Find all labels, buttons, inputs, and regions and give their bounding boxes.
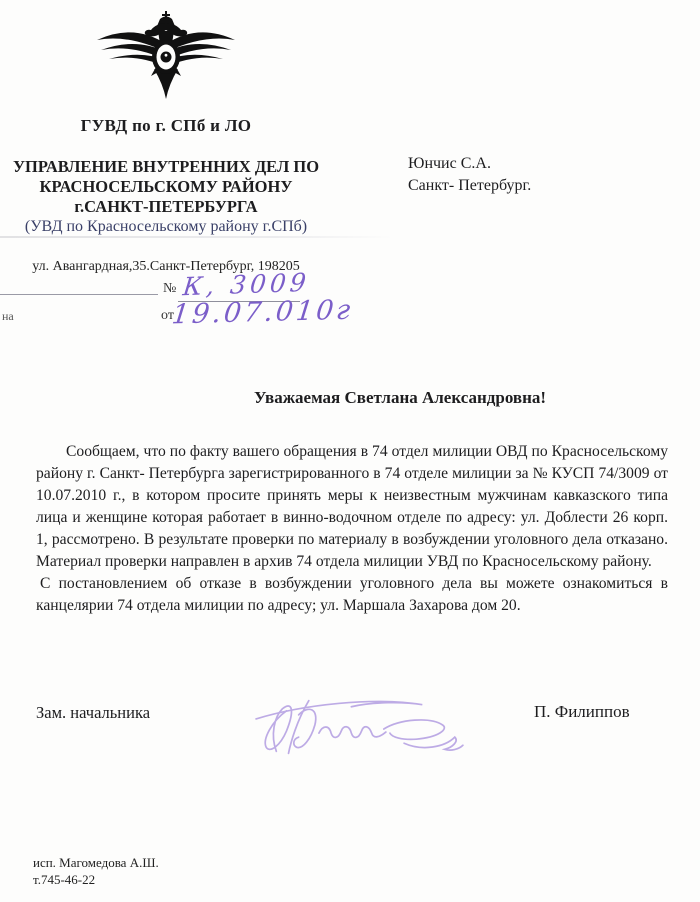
salutation: Уважаемая Светлана Александровна! [253, 388, 547, 407]
body-paragraph-2: С постановлением об отказе в возбуждении уголовного дела вы можете ознакомиться в канцелярии 74 отдела милиции по адресу; ул. Маршала Захарова дом 20. [36, 575, 668, 614]
org-short-name: (УВД по Красносельскому району г.СПб) [24, 218, 308, 235]
date-label: от [161, 308, 174, 323]
org-name [0, 157, 332, 217]
body-paragraph-1: Сообщаем, что по факту вашего обращения в 74 отдел милиции ОВД по Красносельскому району г. Санкт- Петербурга зарегистрированного в 74 отделе милиции за № КУСП 74/3009 от 10.07.2010 г., в котором просите принять меры к неизвестным мужчинам кавказского типа лица и женщине которая работает в винно-водочном отделе по адресу: ул. Доблести 26 корп. 1, рассмотрено. В результате проверки по материалу в возбуждении уголовного дела отказано. Материал проверки направлен в архив 74 отдела милиции УВД по Красносельскому району. [36, 443, 668, 570]
handwritten-date: 19.07.010г [170, 294, 355, 331]
recipient-city: Санкт- Петербург. [408, 177, 532, 194]
executor-name: исп. Магомедова А.Ш. [33, 855, 159, 870]
org-name-line3: г.САНКТ-ПЕТЕРБУРГА [74, 197, 258, 216]
org-address: ул. Авангардная,35.Санкт-Петербург, 198205 [32, 259, 300, 274]
org-name-line1: УПРАВЛЕНИЕ ВНУТРЕННИХ ДЕЛ ПО [12, 157, 320, 176]
handwritten-signature [252, 686, 470, 766]
recipient-block [408, 153, 531, 197]
org-name-line2: КРАСНОСЕЛЬСКОМУ РАЙОНУ [39, 177, 293, 196]
number-rule-line [0, 294, 158, 295]
handwritten-number: К, 3009 [181, 267, 312, 302]
number-label: № [163, 281, 177, 296]
signer-name: П. Филиппов [534, 702, 630, 721]
recipient-name: Юнчис С.А. [408, 155, 491, 172]
executor-phone: т.745-46-22 [33, 872, 96, 887]
parent-org-title: ГУВД по г. СПб и ЛО [80, 116, 252, 135]
executor-block [33, 854, 159, 888]
scan-artifact-line [0, 236, 392, 238]
mvd-eagle-emblem-icon [94, 10, 238, 104]
letter-body [36, 441, 668, 617]
reply-to-fragment: на [2, 309, 14, 323]
signer-position: Зам. начальника [36, 703, 151, 722]
